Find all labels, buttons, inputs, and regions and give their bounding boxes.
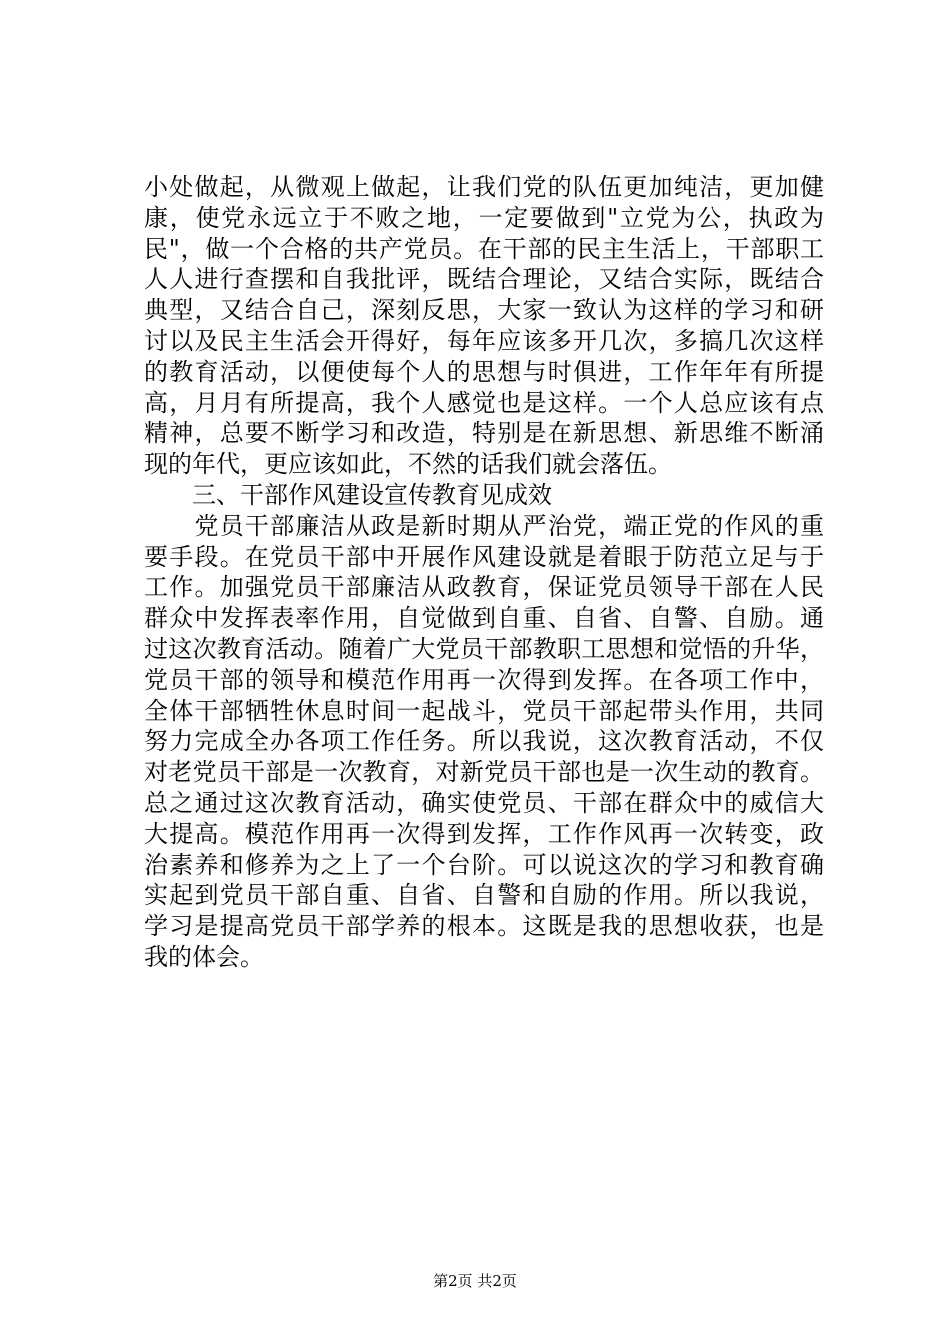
- text-line: 要手段。在党员干部中开展作风建设就是着眼于防范立足与于: [144, 542, 824, 571]
- text-line: 我的体会。: [144, 942, 264, 971]
- text-line: 总之通过这次教育活动，确实使党员、干部在群众中的威信大: [144, 788, 824, 817]
- text-line: 三、干部作风建设宣传教育见成效: [144, 480, 552, 509]
- text-line: 大提高。模范作用再一次得到发挥，工作作风再一次转变，政: [144, 819, 824, 848]
- text-line: 讨以及民主生活会开得好，每年应该多开几次，多搞几次这样: [144, 326, 824, 355]
- text-line: 实起到党员干部自重、自省、自警和自励的作用。所以我说，: [144, 881, 824, 910]
- body-text: [144, 172, 824, 973]
- text-line: 治素养和修养为之上了一个台阶。可以说这次的学习和教育确: [144, 850, 824, 879]
- text-line: 的教育活动，以便使每个人的思想与时俱进，工作年年有所提: [144, 357, 824, 386]
- text-line: 群众中发挥表率作用，自觉做到自重、自省、自警、自励。通: [144, 604, 824, 633]
- text-line: 现的年代，更应该如此，不然的话我们就会落伍。: [144, 450, 672, 479]
- text-line: 学习是提高党员干部学养的根本。这既是我的思想收获，也是: [144, 912, 824, 941]
- text-line: 小处做起，从微观上做起，让我们党的队伍更加纯洁，更加健: [144, 173, 824, 201]
- text-line: 高，月月有所提高，我个人感觉也是这样。一个人总应该有点: [144, 388, 824, 417]
- text-line: 党员干部的领导和模范作用再一次得到发挥。在各项工作中，: [144, 665, 824, 694]
- text-line: 典型，又结合自己，深刻反思，大家一致认为这样的学习和研: [144, 296, 824, 325]
- text-line: 对老党员干部是一次教育，对新党员干部也是一次生动的教育。: [144, 758, 824, 787]
- text-line: 人人进行查摆和自我批评，既结合理论，又结合实际，既结合: [144, 265, 824, 294]
- text-line: 工作。加强党员干部廉洁从政教育，保证党员领导干部在人民: [144, 573, 824, 602]
- text-line: 全体干部牺牲休息时间一起战斗，党员干部起带头作用，共同: [144, 696, 824, 725]
- text-line: 民"，做一个合格的共产党员。在干部的民主生活上，干部职工: [144, 234, 824, 263]
- page-footer: 第2页 共2页: [433, 1272, 517, 1290]
- text-line: 精神，总要不断学习和改造，特别是在新思想、新思维不断涌: [144, 419, 824, 448]
- text-line: 康，使党永远立于不败之地，一定要做到"立党为公，执政为: [144, 203, 824, 232]
- text-line: 过这次教育活动。随着广大党员干部教职工思想和觉悟的升华，: [144, 634, 824, 663]
- text-line: 党员干部廉洁从政是新时期从严治党，端正党的作风的重: [144, 511, 824, 540]
- text-line: 努力完成全办各项工作任务。所以我说，这次教育活动，不仅: [144, 727, 824, 756]
